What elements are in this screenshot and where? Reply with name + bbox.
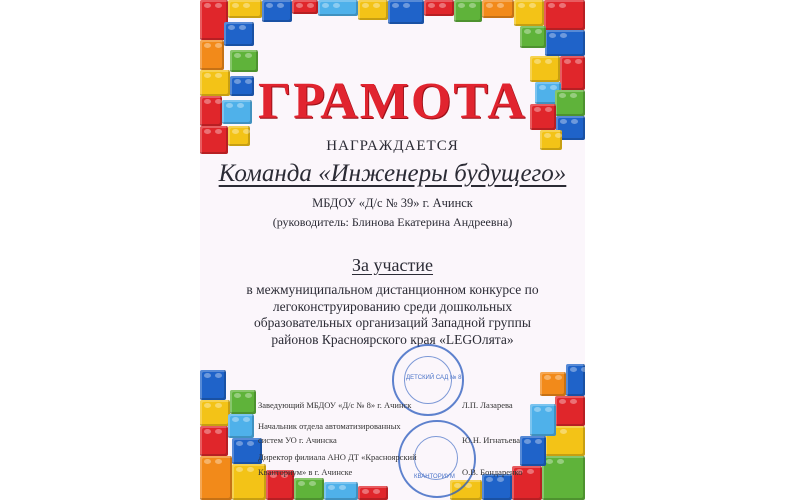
awarded-label: НАГРАЖДАЕТСЯ — [326, 138, 459, 154]
signature-name-1: Л.П. Лазарева — [462, 400, 513, 410]
signature-name-2: Ю.Н. Игнатьева — [462, 435, 521, 445]
signature-position-1: Заведующий МБДОУ «Д/с № 8» г. Ачинск — [258, 400, 412, 410]
certificate: ГРАМОТА НАГРАЖДАЕТСЯ Команда «Инженеры будущего» МБДОУ «Д/с № 39» г. Ачинск (руководитель: Блинова Екатерина Андреевна) За участие в межмуниципальном дистанционном конкурсе по легоконструированию среди дошкольных образовательных организаций Западной группы районов Красноярского края «LEGOлята» ДЕТСКИЙ САД № 8 КВАНТОРИУМ Заведующий МБДОУ «Д/с № 8» г. Ачинск Л.П. Лазарева Начальник отдела автоматизированных систем УО г. Ачинска Ю.Н. Игнатьева Директор филиала АНО ДТ «Красноярский Кванториум» в г. Ачинске О.В. Бондаренко — [200, 0, 585, 500]
signature-name-3: О.В. Бондаренко — [462, 467, 523, 477]
signature-position-3: систем УО г. Ачинска — [258, 435, 337, 445]
award-reason-heading: За участие — [351, 255, 434, 275]
certificate-title: ГРАМОТА — [258, 73, 527, 130]
organization: МБДОУ «Д/с № 39» г. Ачинск — [312, 196, 473, 210]
signature-position-2: Начальник отдела автоматизированных — [258, 421, 401, 431]
team-leader: (руководитель: Блинова Екатерина Андреевна) — [272, 215, 513, 229]
signature-position-4: Директор филиала АНО ДТ «Красноярский — [258, 452, 417, 462]
award-description: в межмуниципальном дистанционном конкурсе по легоконструированию среди дошкольных образовательных организаций Западной группы районов Красноярского края «LEGOлята» — [246, 282, 539, 347]
signature-position-5: Кванториум» в г. Ачинске — [258, 467, 353, 477]
team-name: Команда «Инженеры будущего» — [218, 160, 567, 187]
